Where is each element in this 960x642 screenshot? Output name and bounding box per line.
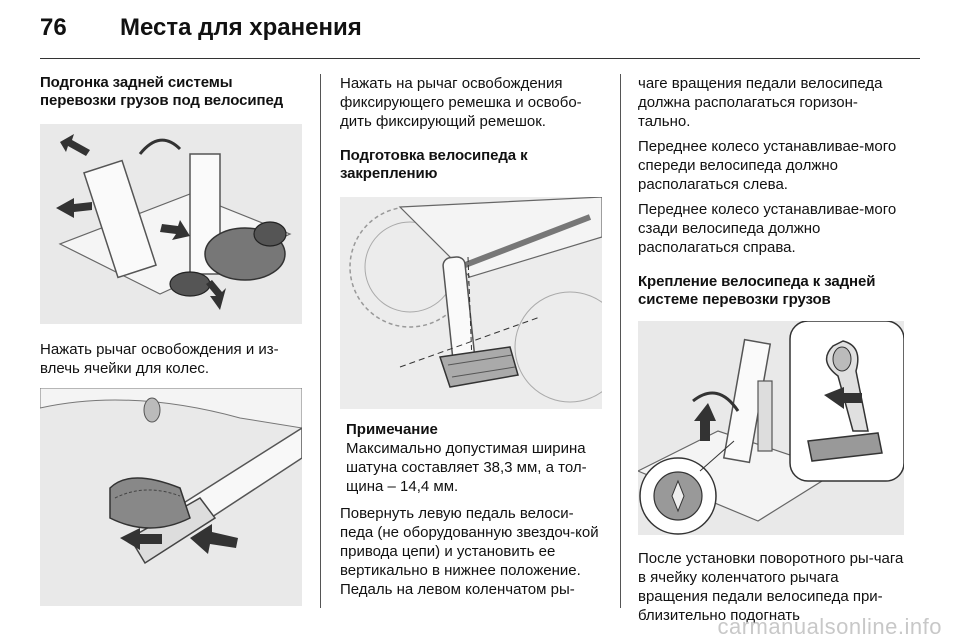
paragraph-turn-pedal: Повернуть левую педаль велоси-педа (не оборудованную звездоч-кой привода цепи) и установить ее вертикально в нижнее положение. Педаль на левом коленчатом ры-: [340, 505, 599, 598]
note-text: Максимально допустимая ширина шатуна составляет 38,3 мм, а тол-щина – 14,4 мм.: [346, 440, 587, 495]
header-divider: [40, 58, 920, 59]
illustration-wheel-holder: [40, 388, 302, 606]
section-heading-prepare: Подготовка велосипеда к закреплению: [340, 147, 528, 182]
crank-lever-icon: [638, 321, 904, 535]
note-title: Примечание: [346, 421, 438, 438]
illustration-pedal: [340, 197, 602, 409]
paragraph-after-mount: После установки поворотного ры-чага в ячейку коленчатого рычага вращения педали велосипеда при-близительно подогнать: [638, 550, 904, 624]
column-divider-1: [320, 74, 321, 608]
pedal-icon: [340, 197, 602, 409]
wheel-holder-icon: [40, 124, 302, 324]
paragraph-release-lever: Нажать рычаг освобождения и из-влечь ячейки для колес.: [40, 341, 279, 377]
column-3: [638, 74, 904, 625]
column-1: [40, 74, 302, 606]
column-divider-2: [620, 74, 621, 608]
page-number: 76: [40, 14, 67, 41]
illustration-crank-lever: [638, 321, 904, 535]
page-title: Места для хранения: [120, 14, 362, 41]
page-header: [40, 14, 920, 48]
column-2: [340, 74, 602, 599]
watermark: carmanualsonline.info: [717, 614, 942, 639]
paragraph-release-strap: Нажать на рычаг освобождения фиксирующего ремешка и освобо-дить фиксирующий ремешок.: [340, 75, 582, 130]
wheel-holder-icon: [40, 388, 302, 606]
note-box: [340, 421, 602, 496]
section-heading-adjust: Подгонка задней системы перевозки грузов под велосипед: [40, 74, 284, 109]
paragraph-front-wheel-front: Переднее колесо устанавливае-мого спереди велосипеда должно располагаться слева.: [638, 138, 897, 193]
paragraph-crank-horizontal: чаге вращения педали велосипеда должна располагаться горизон-тально.: [638, 75, 883, 130]
paragraph-front-wheel-rear: Переднее колесо устанавливае-мого сзади велосипеда должно располагаться справа.: [638, 201, 897, 256]
section-heading-mount: Крепление велосипеда к задней системе перевозки грузов: [638, 273, 876, 308]
illustration-release-lever: [40, 124, 302, 324]
